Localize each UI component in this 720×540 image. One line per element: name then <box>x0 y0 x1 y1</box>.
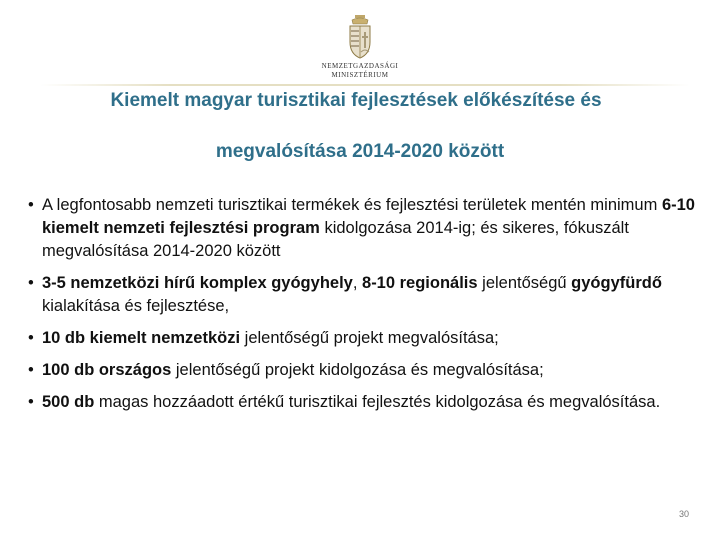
bullet-emphasis: 100 db országos <box>42 361 172 379</box>
bullet-item <box>28 327 714 350</box>
bullet-text: kidolgozása 2014-ig; és sikeres, fókuszált megvalósítása 2014-2020 között <box>42 219 629 260</box>
logo-line-2: MINISZTÉRIUM <box>331 71 389 79</box>
bullet-emphasis: 6-10 kiemelt nemzeti fejlesztési program <box>42 196 695 237</box>
bullet-emphasis: gyógyfürdő <box>571 274 662 292</box>
bullet-text: jelentőségű <box>477 274 572 292</box>
bullet-item <box>28 194 714 263</box>
bullet-text: magas hozzáadott értékű turisztikai fejlesztés kidolgozása és megvalósítása. <box>94 393 661 411</box>
bullet-dot-icon: • <box>28 361 34 379</box>
bullet-dot-icon: • <box>28 329 34 347</box>
bullet-item <box>28 272 714 318</box>
header-divider <box>40 84 690 86</box>
bullet-item <box>28 359 714 382</box>
page-number: 30 <box>679 509 690 519</box>
ministry-logo <box>300 14 420 84</box>
bullet-item <box>28 391 714 414</box>
bullet-text: jelentőségű projekt kidolgozása és megvalósítása; <box>171 361 544 379</box>
bullet-text: jelentőségű projekt megvalósítása; <box>240 329 499 347</box>
bullet-list <box>28 194 714 423</box>
bullet-dot-icon: • <box>28 274 34 292</box>
bullet-emphasis: 500 db <box>42 393 95 411</box>
bullet-dot-icon: • <box>28 196 34 214</box>
bullet-emphasis: 8-10 regionális <box>362 274 478 292</box>
logo-line-1: NEMZETGAZDASÁGI <box>321 62 399 70</box>
bullet-text: A legfontosabb nemzeti turisztikai termékek és fejlesztési területek mentén minimum <box>42 196 662 214</box>
bullet-emphasis: 10 db kiemelt nemzetközi <box>42 329 241 347</box>
slide-title-line-2: megvalósítása 2014-2020 között <box>215 141 505 162</box>
bullet-text: , <box>352 274 363 292</box>
hungarian-coat-of-arms-icon <box>346 14 374 60</box>
bullet-emphasis: 3-5 nemzetközi hírű komplex gyógyhely <box>42 274 353 292</box>
slide-title-line-1: Kiemelt magyar turisztikai fejlesztések előkészítése és <box>110 90 602 111</box>
bullet-text: kialakítása és fejlesztése, <box>42 297 230 315</box>
bullet-dot-icon: • <box>28 393 34 411</box>
